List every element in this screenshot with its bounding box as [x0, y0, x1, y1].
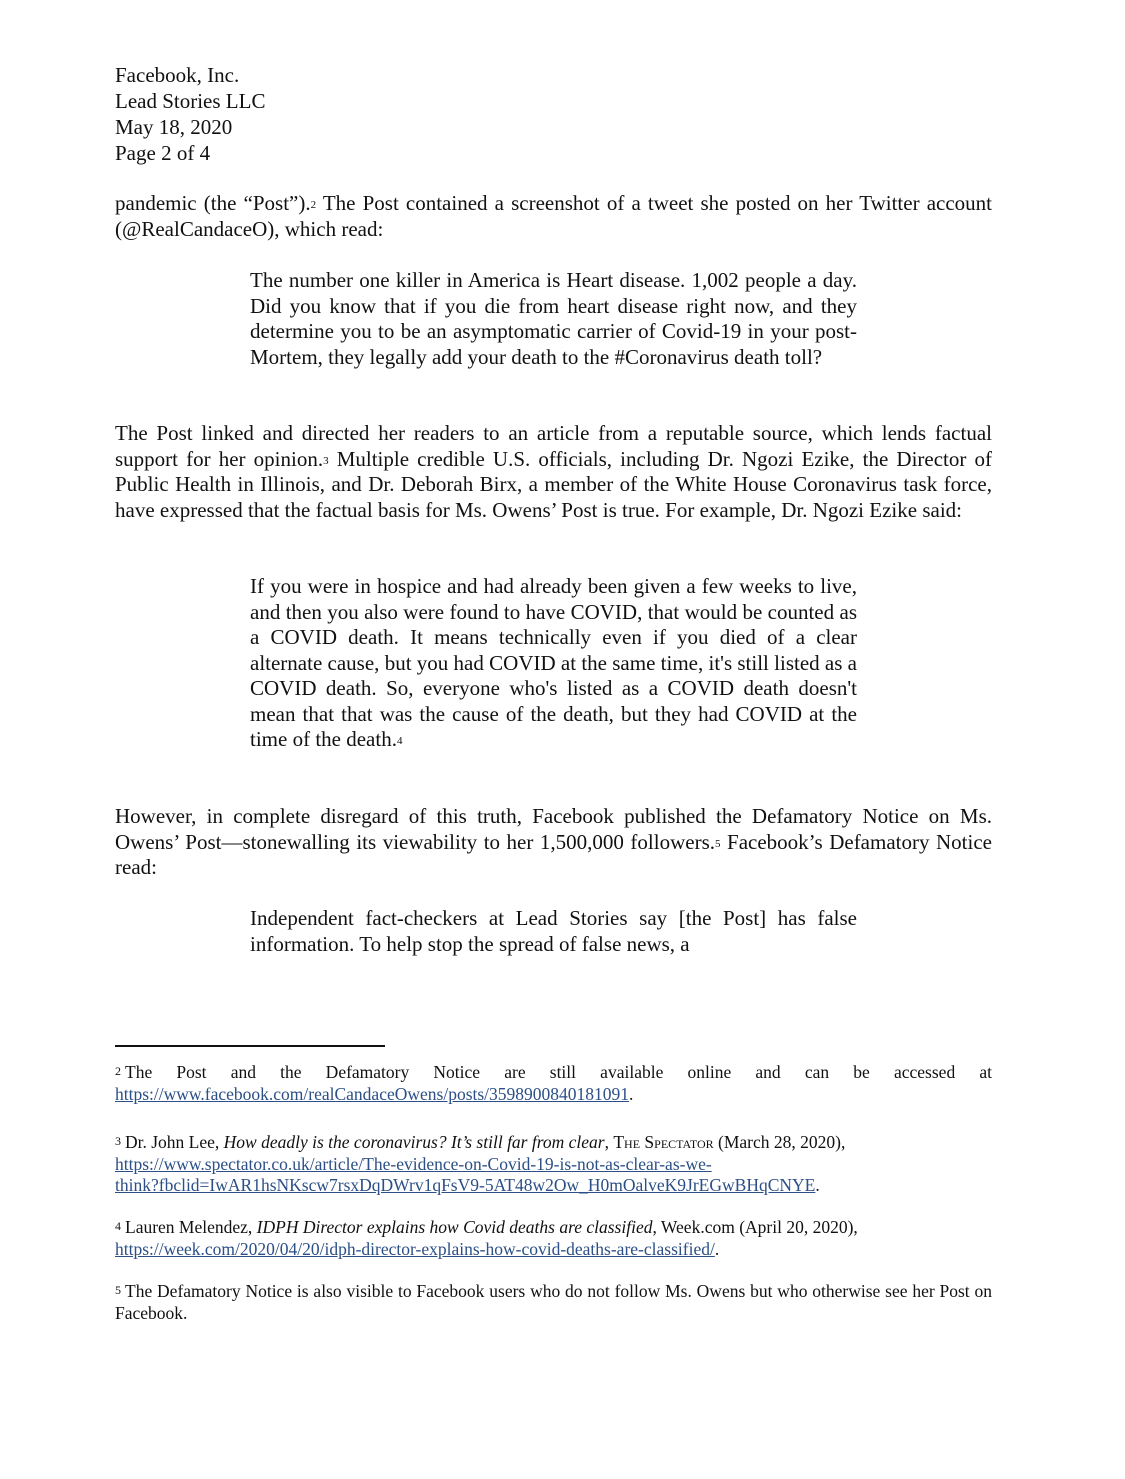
footnote-separator — [115, 1045, 385, 1047]
paragraph-1-text-a: pandemic (the “Post”). — [115, 191, 311, 215]
footnote-5-text: The Defamatory Notice is also visible to Facebook users who do not follow Ms. Owens but who otherwise see her Post on Facebook. — [115, 1281, 992, 1323]
footnote-4-link[interactable]: https://week.com/2020/04/20/idph-director-explains-how-covid-deaths-are-classified/ — [115, 1238, 715, 1259]
footnote-2-end: . — [629, 1083, 634, 1104]
footnote-ref-4[interactable]: 4 — [396, 735, 403, 747]
footnote-3-publication: The Spectator — [613, 1132, 714, 1152]
letter-date: May 18, 2020 — [115, 115, 233, 139]
block-quote-ezike — [250, 574, 857, 753]
footnote-3-number: 3 — [115, 1134, 121, 1148]
block-quote-ezike-text: If you were in hospice and had already been given a few weeks to live, and then you also were found to have COVID, that would be counted as a COVID death. It means technically even if you died of a clear alternate cause, but you had COVID at the same time, it's still listed as a COVID death. So, everyone who's listed as a COVID death doesn't mean that that was the cause of the death, but they had COVID at the time of the death. — [250, 574, 857, 751]
recipient-1: Facebook, Inc. — [115, 63, 240, 87]
paragraph-1-text-b: The Post contained a screenshot of a tweet she posted on her Twitter account (@RealCandaceO), which read: — [115, 191, 992, 241]
footnote-3-date: (March 28, 2020), — [713, 1132, 846, 1152]
footnote-5 — [115, 1280, 992, 1324]
footnote-4-author: Lauren Melendez, — [125, 1217, 257, 1237]
footnote-3-title: How deadly is the coronavirus? It’s still far from clear — [223, 1132, 605, 1152]
paragraph-2 — [115, 421, 992, 523]
paragraph-3-text-a: However, in complete disregard of this truth, Facebook published the Defamatory Notice on Ms. Owens’ Post—stonewalling its viewability to her 1,500,000 followers. — [115, 804, 992, 854]
footnote-3-end: . — [815, 1175, 820, 1195]
paragraph-3-text-b: Facebook’s Defamatory Notice read: — [115, 829, 992, 879]
footnote-ref-2[interactable]: 2 — [310, 199, 317, 211]
footnote-ref-3[interactable]: 3 — [323, 454, 329, 467]
footnote-4-source: , Week.com (April 20, 2020), — [652, 1217, 858, 1237]
paragraph-2-text-b: Multiple credible U.S. officials, including Dr. Ngozi Ezike, the Director of Public Health in Illinois, and Dr. Deborah Birx, a member of the White House Coronavirus task force, have expressed that the factual basis for Ms. Owens’ Post is true. For example, Dr. Ngozi Ezike said: — [115, 446, 992, 522]
footnote-2-text: The Post and the Defamatory Notice are still available online and can be accessed at — [125, 1062, 992, 1082]
letter-header — [115, 62, 265, 166]
recipient-2: Lead Stories LLC — [115, 89, 266, 113]
footnote-2-number: 2 — [115, 1064, 121, 1078]
footnote-3-link-part-1[interactable]: https://www.spectator.co.uk/article/The-evidence-on-Covid-19-is-not-as-clear-as-we- — [115, 1153, 712, 1174]
footnote-4-end: . — [714, 1238, 720, 1259]
page-number: Page 2 of 4 — [115, 141, 211, 165]
paragraph-3 — [115, 804, 992, 881]
block-quote-notice: Independent fact-checkers at Lead Stories say [the Post] has false information. To help stop the spread of false news, a — [250, 906, 857, 956]
footnote-4 — [115, 1216, 992, 1260]
footnote-4-title: IDPH Director explains how Covid deaths are classified — [256, 1217, 653, 1237]
paragraph-1 — [115, 191, 992, 242]
footnote-3-author: Dr. John Lee, — [125, 1132, 224, 1152]
footnote-2-link[interactable]: https://www.facebook.com/realCandaceOwens/posts/3598900840181091 — [115, 1083, 630, 1104]
footnote-3 — [115, 1131, 992, 1197]
footnote-2 — [115, 1061, 992, 1105]
paragraph-2-text-a: The Post linked and directed her readers to an article from a reputable source, which lends factual support for her opinion. — [115, 421, 992, 471]
footnote-3-link-part-2[interactable]: think?fbclid=IwAR1hsNKscw7rsxDqDWrv1qFsV9-5AT48w2Ow_H0mOalveK9JrEGwBHqCNYE — [115, 1175, 816, 1195]
footnote-4-number: 4 — [115, 1219, 121, 1233]
block-quote-tweet: The number one killer in America is Heart disease. 1,002 people a day. Did you know that if you die from heart disease right now, and they determine you to be an asymptomatic carrier of Covid-19 in your post-Mortem, they legally add your death to the #Coronavirus death toll? — [250, 268, 857, 369]
footnote-ref-5[interactable]: 5 — [715, 837, 721, 850]
footnote-3-separator: , — [604, 1132, 614, 1152]
footnote-5-number: 5 — [115, 1283, 121, 1297]
